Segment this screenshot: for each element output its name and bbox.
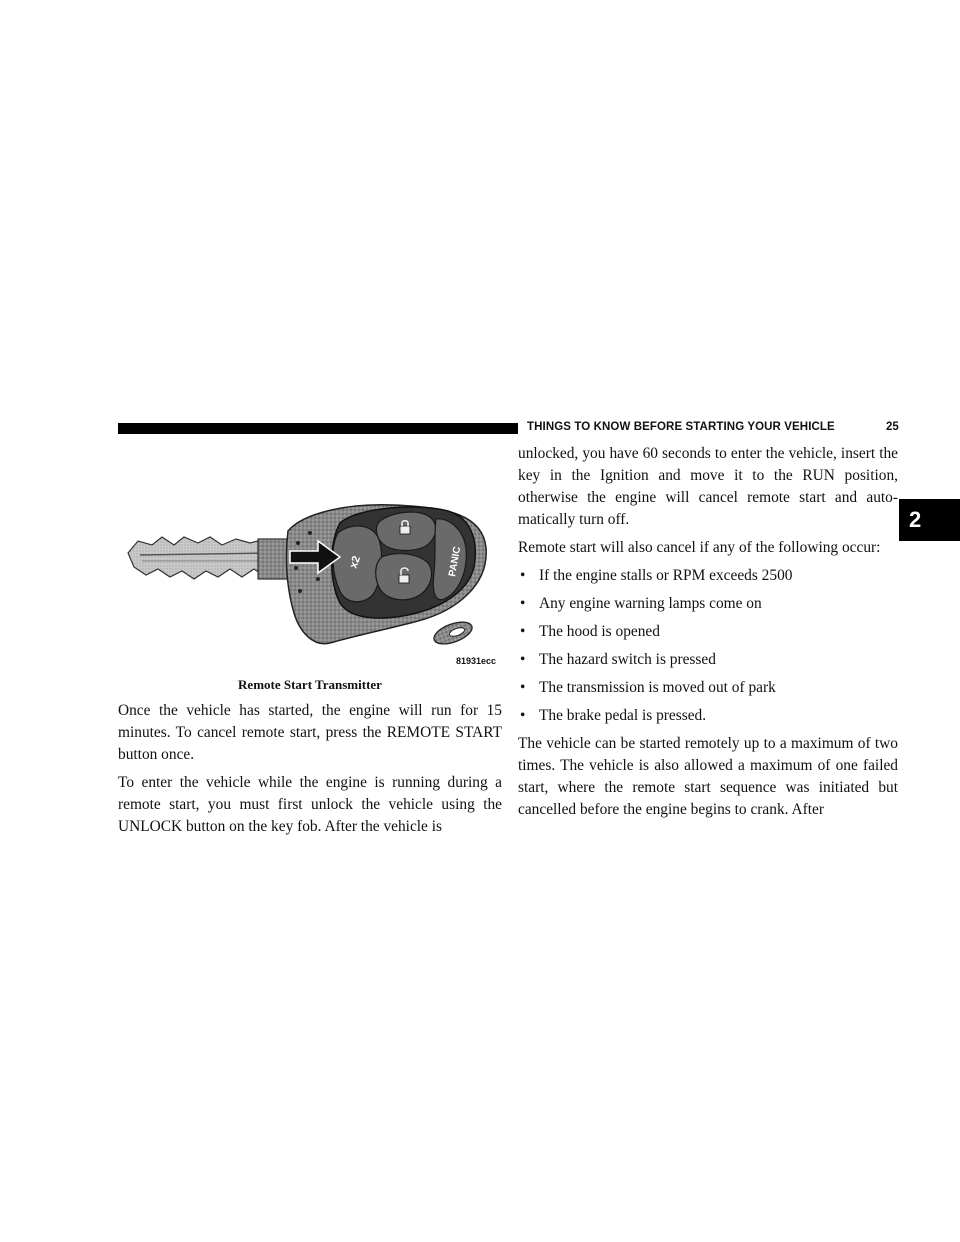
list-item: • The hood is opened	[518, 621, 898, 643]
bullet-icon: •	[520, 623, 526, 640]
paragraph: To enter the vehicle while the engine is running during a remote start, you must first unlock the vehicle using the UNLOCK button on the key fob. After the vehicle is	[118, 774, 502, 835]
running-header-title: THINGS TO KNOW BEFORE STARTING YOUR VEHICLE	[527, 421, 835, 433]
fob-head	[286, 505, 486, 649]
list-intro: Remote start will also cancel if any of the following occur:	[518, 539, 881, 556]
list-item: • The transmission is moved out of park	[518, 677, 898, 699]
cancel-conditions-list	[518, 565, 898, 727]
right-column	[518, 443, 898, 827]
chapter-tab-number: 2	[909, 507, 922, 532]
left-column	[118, 700, 502, 844]
key-fob-illustration	[118, 493, 502, 671]
bullet-icon: •	[520, 679, 526, 696]
chapter-tab	[899, 499, 960, 541]
bullet-icon: •	[520, 651, 526, 668]
remote-start-label: x2	[347, 554, 364, 571]
figure-code: 81931ecc	[456, 656, 497, 666]
bullet-icon: •	[520, 595, 526, 612]
panic-label: PANIC	[447, 545, 464, 578]
list-item: • The hazard switch is pressed	[518, 649, 898, 671]
list-item: • Any engine warning lamps come on	[518, 593, 898, 615]
list-item: • The brake pedal is pressed.	[518, 705, 898, 727]
paragraph: The vehicle can be started remotely up to a maximum of two times. The vehicle is also allowed a maximum of one failed start, where the remote start sequence was initiated but cancelled before the engine begins to crank. After	[518, 735, 898, 818]
key-blade	[128, 537, 290, 579]
paragraph: unlocked, you have 60 seconds to enter the vehicle, insert the key in the Ignition and move it to the RUN position, otherwise the engine will cancel remote start and auto-matically turn off.	[518, 445, 898, 528]
header-rule	[118, 423, 518, 434]
bullet-icon: •	[520, 707, 526, 724]
figure-caption: Remote Start Transmitter	[238, 677, 382, 692]
paragraph: Once the vehicle has started, the engine will run for 15 minutes. To cancel remote start, press the REMOTE START button once.	[118, 702, 502, 763]
bullet-icon: •	[520, 567, 526, 584]
remote-start-transmitter-figure	[118, 493, 502, 671]
page-number: 25	[886, 421, 899, 433]
list-item: • If the engine stalls or RPM exceeds 2500	[518, 565, 898, 587]
